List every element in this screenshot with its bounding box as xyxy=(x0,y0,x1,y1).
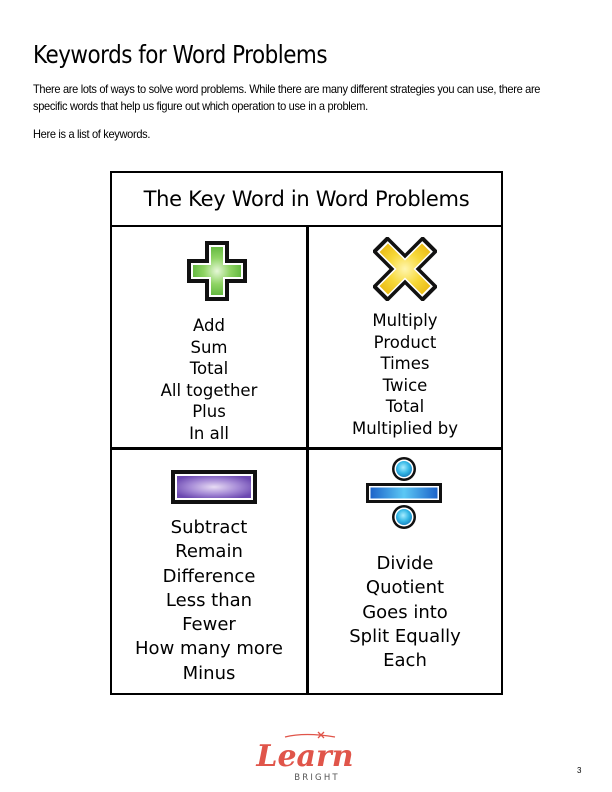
intro-paragraph: There are lots of ways to solve word problems. While there are many different strategies you can use, there are specific words that help us figure out which operation to use in a problem. xyxy=(33,82,541,113)
cell-division xyxy=(309,450,501,693)
logo-flourish-icon xyxy=(255,728,355,784)
keyword: Add xyxy=(193,316,225,335)
keyword-table xyxy=(110,171,503,695)
keyword: Total xyxy=(189,359,229,378)
keyword: Split Equally xyxy=(349,625,461,647)
minus-icon xyxy=(171,470,257,504)
logo-script: Learn xyxy=(256,739,354,774)
cell-addition xyxy=(112,227,306,447)
keyword: Fewer xyxy=(182,614,236,636)
keyword: Sum xyxy=(190,337,228,357)
keyword: Less than xyxy=(165,589,253,611)
keyword: Divide xyxy=(376,553,434,574)
keyword: Goes into xyxy=(362,601,448,623)
logo-caps: BRIGHT xyxy=(294,773,340,783)
keyword: Times xyxy=(380,354,430,373)
table-header: The Key Word in Word Problems xyxy=(112,173,501,227)
learn-bright-logo xyxy=(255,728,355,784)
keyword: How many more xyxy=(135,638,283,660)
keyword: Difference xyxy=(162,565,256,587)
keyword: Minus xyxy=(182,662,236,684)
page-number: 3 xyxy=(577,766,582,775)
keyword: Each xyxy=(383,650,427,672)
keyword: Total xyxy=(385,397,425,416)
keyword: Multiplied by xyxy=(351,418,459,438)
keyword: Multiply xyxy=(372,311,438,330)
keyword: Plus xyxy=(192,402,226,421)
keyword: Product xyxy=(373,332,437,352)
keyword: All together xyxy=(160,380,258,400)
times-icon xyxy=(373,237,437,301)
keyword: In all xyxy=(189,423,229,443)
keyword: Subtract xyxy=(170,517,248,538)
plus-icon xyxy=(185,239,249,303)
page-title: Keywords for Word Problems xyxy=(33,40,328,69)
keyword: Quotient xyxy=(365,577,445,599)
divide-icon xyxy=(364,456,444,536)
keyword: Twice xyxy=(382,375,428,395)
keyword: Remain xyxy=(175,541,243,563)
intro-followup: Here is a list of keywords. xyxy=(33,127,151,141)
cell-subtraction xyxy=(112,450,306,693)
cell-multiplication xyxy=(309,227,501,447)
